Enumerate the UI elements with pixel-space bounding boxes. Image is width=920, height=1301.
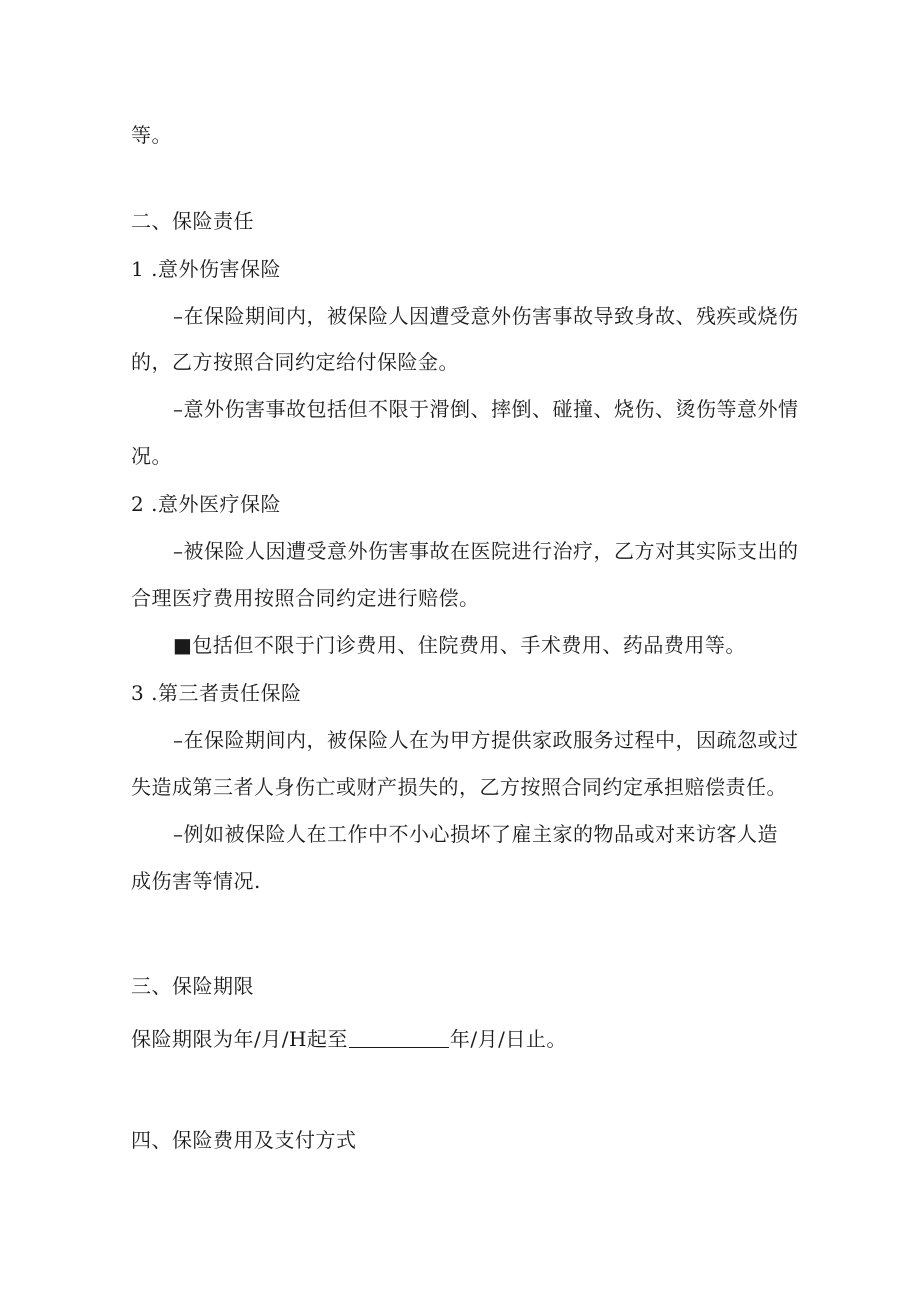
paragraph-line: –意外伤害事故包括但不限于滑倒、摔倒、碰撞、烧伤、烫伤等意外情: [173, 397, 799, 421]
paragraph-line: –被保险人因遭受意外伤害事故在医院进行治疗，乙方对其实际支出的: [173, 539, 799, 563]
period-suffix: 年/月/日止。: [449, 1027, 567, 1051]
paragraph-line: 成伤害等情况.: [131, 869, 261, 893]
paragraph-line: 失造成第三者人身伤亡或财产损失的，乙方按照合同约定承担赔偿责任。: [131, 775, 787, 799]
item-title-third-party: 3 .第三者责任保险: [131, 681, 302, 705]
section-heading-liability: 二、保险责任: [131, 209, 254, 233]
section-heading-period: 三、保险期限: [131, 974, 254, 998]
continuation-text: 等。: [131, 123, 172, 147]
paragraph-line: 的，乙方按照合同约定给付保险金。: [131, 350, 459, 374]
period-statement: [131, 1025, 567, 1053]
period-prefix: 保险期限为年/月/H起至: [131, 1027, 348, 1051]
item-title-accident-medical: 2 .意外医疗保险: [131, 492, 281, 516]
period-end-blank: [349, 1027, 449, 1048]
item-title-accident-injury: 1 .意外伤害保险: [131, 257, 281, 281]
paragraph-line: –在保险期间内，被保险人因遭受意外伤害事故导致身故、残疾或烧伤: [173, 304, 799, 328]
paragraph-line: 合理医疗费用按照合同约定进行赔偿。: [131, 586, 480, 610]
paragraph-line: ■包括但不限于门诊费用、住院费用、手术费用、药品费用等。: [173, 633, 746, 657]
paragraph-line: 况。: [131, 444, 172, 468]
paragraph-line: –在保险期间内，被保险人在为甲方提供家政服务过程中，因疏忽或过: [173, 728, 799, 752]
section-heading-fees: 四、保险费用及支付方式: [131, 1128, 357, 1152]
paragraph-line: –例如被保险人在工作中不小心损坏了雇主家的物品或对来访客人造: [173, 822, 778, 846]
